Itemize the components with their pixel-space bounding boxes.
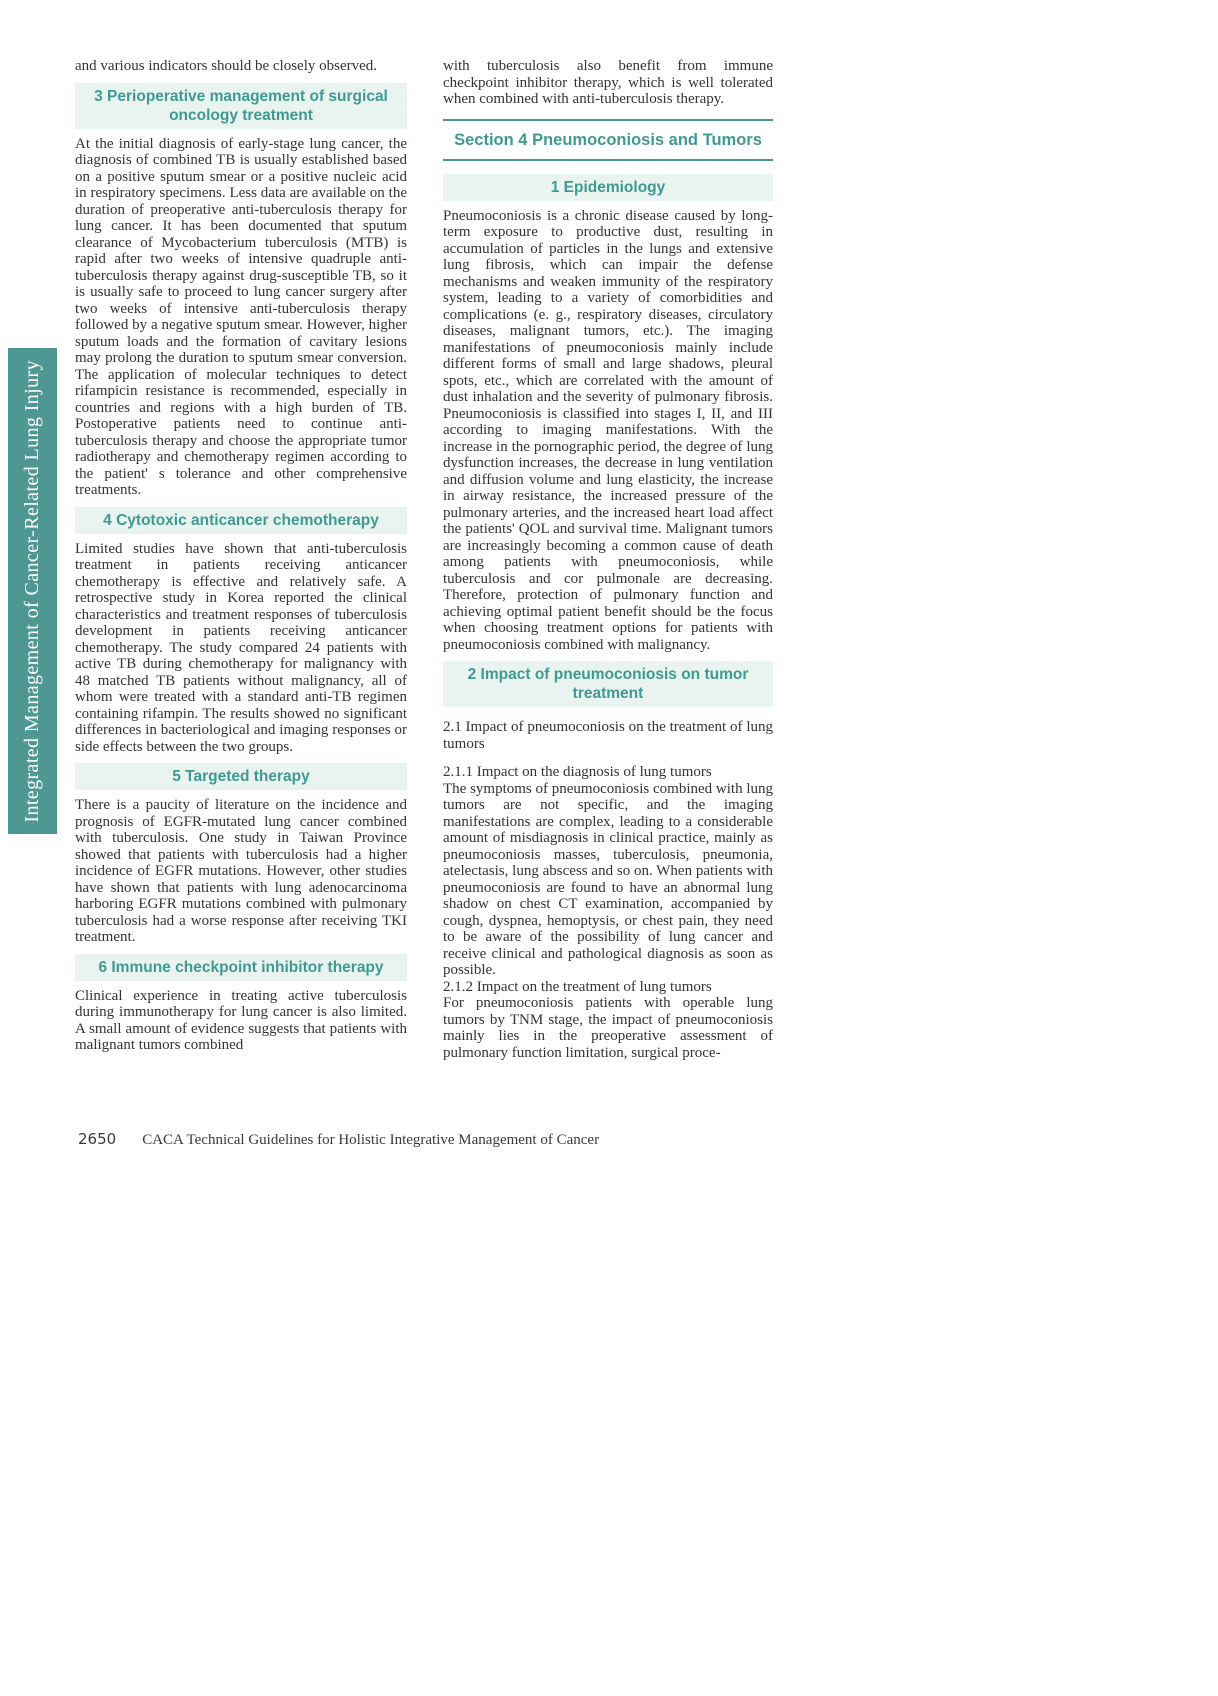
page-footer <box>78 1130 599 1149</box>
paragraph-immune-checkpoint: Clinical experience in treating active tuberculosis during immunotherapy for lung cancer is also limited. A small amount of evidence suggests that patients with malignant tumors combined <box>75 987 407 1053</box>
section-4-title: Section 4 Pneumoconiosis and Tumors <box>443 119 773 161</box>
subsection-2-1-2-heading: 2.1.2 Impact on the treatment of lung tumors <box>443 978 712 995</box>
right-column <box>443 58 773 1061</box>
paragraph-impact-diagnosis: The symptoms of pneumoconiosis combined with lung tumors are not specific, and the imaging manifestations are complex, leading to a considerable amount of misdiagnosis in clinical practice, mainly as pneumoconiosis masses, tuberculosis, pneumonia, atelectasis, lung abscess and so on. When patients with pneumoconiosis are found to have an abnormal lung shadow on chest CT examination, accompanied by cough, dyspnea, hemoptysis, or chest pain, they need to be aware of the possibility of lung cancer and receive clinical and pathological diagnosis as soon as possible. <box>443 780 773 978</box>
paragraph-cytotoxic-chemotherapy: Limited studies have shown that anti-tuberculosis treatment in patients receiving anticancer chemotherapy is effective and relatively safe. A retrospective study in Korea reported the clinical characteristics and treatment responses of tuberculosis development in patients receiving anticancer chemotherapy. The study compared 24 patients with active TB during chemotherapy for malignancy with 48 matched TB patients without malignancy, all of whom were treated with a standard anti-TB regimen containing rifampin. The results showed no significant differences in bacteriological and imaging responses or side effects between the two groups. <box>75 540 407 755</box>
subsection-2-1 <box>443 719 773 752</box>
page-number: 2650 <box>78 1130 117 1148</box>
chapter-side-banner-label: Integrated Management of Cancer-Related Lung Injury <box>21 359 43 823</box>
subsection-2-1-1-heading: 2.1.1 Impact on the diagnosis of lung tumors <box>443 764 712 780</box>
section-header-perioperative-management: 3 Perioperative management of surgical oncology treatment <box>75 83 407 129</box>
paragraph-perioperative-management: At the initial diagnosis of early-stage lung cancer, the diagnosis of combined TB is usually established based on a positive sputum smear or a positive nucleic acid in respiratory specimens. Less data are available on the duration of preoperative anti-tuberculosis therapy for lung cancer. It has been documented that sputum clearance of Mycobacterium tuberculosis (MTB) is rapid after two weeks of intensive quadruple anti-tuberculosis therapy against drug-susceptible TB, so it is usually safe to proceed to lung cancer surgery after two weeks of intensive anti-tuberculosis therapy followed by a negative sputum smear. However, higher sputum loads and the formation of cavitary lesions may prolong the duration to sputum smear conversion. The application of molecular techniques to detect rifampicin resistance is recommended, especially in countries and regions with a high burden of TB. Postoperative patients need to continue anti-tuberculosis therapy and choose the appropriate tumor radiotherapy and chemotherapy regimen according to the patient' s tolerance and other comprehensive treatments. <box>75 135 407 498</box>
paragraph-immune-checkpoint-continuation: with tuberculosis also benefit from immune checkpoint inhibitor therapy, which is well tolerated when combined with anti-tuberculosis therapy. <box>443 58 773 107</box>
paragraph-impact-treatment: For pneumoconiosis patients with operable lung tumors by TNM stage, the impact of pneumoconiosis mainly lies in the preoperative assessment of pulmonary function limitation, surgical proce- <box>443 995 773 1061</box>
paragraph-intro-continuation: and various indicators should be closely observed. <box>75 58 378 74</box>
text-columns <box>75 58 773 1061</box>
subsection-2-1-1 <box>443 764 773 979</box>
left-column <box>75 58 407 1061</box>
running-title: CACA Technical Guidelines for Holistic Integrative Management of Cancer <box>142 1132 600 1148</box>
subsection-2-1-heading: 2.1 Impact of pneumoconiosis on the treatment of lung tumors <box>443 719 773 752</box>
paragraph-epidemiology: Pneumoconiosis is a chronic disease caused by long-term exposure to productive dust, resulting in accumulation of particles in the lungs and extensive lung fibrosis, which can impair the defense mechanisms and weaken immunity of the respiratory system, leading to a variety of comorbidities and complications (e. g., respiratory diseases, circulatory diseases, malignant tumors, etc.). The imaging manifestations of pneumoconiosis mainly include different forms of small and large shadows, pleural spots, etc., which are correlated with the amount of dust inhalation and the severity of pulmonary fibrosis. Pneumoconiosis is classified into stages I, II, and III according to imaging manifestations. With the increase in the pornographic period, the degree of lung dysfunction increases, the decrease in lung ventilation and diffusion volume and lung elasticity, the increase in airway resistance, the increased pressure of the pulmonary arteries, and the increased heart load affect the patients' QOL and survival time. Malignant tumors are increasingly becoming a common cause of death among patients with pneumoconiosis, while tuberculosis and cor pulmonale are decreasing. Therefore, protection of pulmonary function and achieving optimal patient benefit should be the focus when choosing treatment options for patients with pneumoconiosis combined with malignancy. <box>443 207 773 653</box>
section-header-cytotoxic-chemotherapy: 4 Cytotoxic anticancer chemotherapy <box>75 507 407 534</box>
subsection-2-1-2 <box>443 979 773 1062</box>
paragraph-targeted-therapy: There is a paucity of literature on the incidence and prognosis of EGFR-mutated lung cancer combined with tuberculosis. One study in Taiwan Province showed that patients with tuberculosis had a higher incidence of EGFR mutations. However, other studies have shown that patients with lung adenocarcinoma harboring EGFR mutations combined with pulmonary tuberculosis had a worse response after receiving TKI treatment. <box>75 797 407 945</box>
chapter-side-banner <box>8 348 57 834</box>
section-header-epidemiology: 1 Epidemiology <box>443 174 773 201</box>
section-header-impact-on-tumor-treatment: 2 Impact of pneumoconiosis on tumor treatment <box>443 661 773 707</box>
section-header-immune-checkpoint: 6 Immune checkpoint inhibitor therapy <box>75 954 407 981</box>
section-header-targeted-therapy: 5 Targeted therapy <box>75 763 407 790</box>
